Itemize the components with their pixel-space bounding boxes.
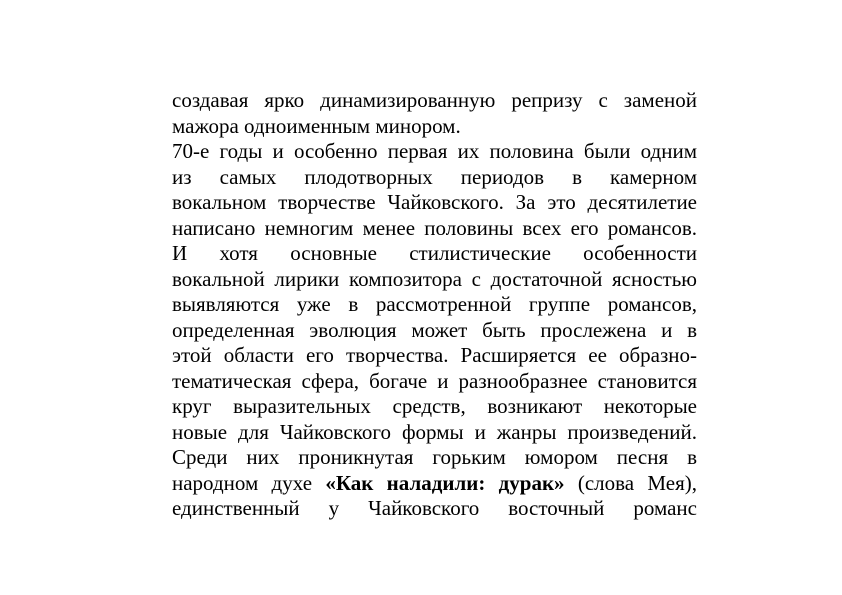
text-line: мажора одноименным минором. bbox=[172, 113, 461, 138]
text-fragment: народном духе bbox=[172, 470, 326, 495]
text-line: написано немногим менее половины всех его романсов. bbox=[172, 215, 697, 240]
text-line: единственный у Чайковского восточный романс bbox=[172, 496, 697, 520]
text-line: тематическая сфера, богаче и разнообразнее становится bbox=[172, 368, 697, 393]
text-fragment: (слова Мея), bbox=[564, 470, 697, 495]
text-line: создавая ярко динамизированную репризу с заменой bbox=[172, 88, 697, 112]
song-title: «Как наладили: дурак» bbox=[325, 470, 565, 495]
body-text bbox=[172, 88, 697, 522]
text-line: из самых плодотворных периодов в камерном bbox=[172, 164, 697, 189]
text-line: определенная эволюция может быть прослежена и в bbox=[172, 317, 697, 342]
text-line: новые для Чайковского формы и жанры произведений. bbox=[172, 419, 697, 444]
text-line: Среди них проникнутая горьким юмором песня в bbox=[172, 445, 697, 469]
text-line: круг выразительных средств, возникают некоторые bbox=[172, 394, 697, 418]
text-line: 70-е годы и особенно первая их половина были одним bbox=[172, 139, 697, 163]
text-line: вокальном творчестве Чайковского. За это десятилетие bbox=[172, 190, 697, 214]
text-line-with-title bbox=[172, 471, 697, 497]
text-line: И хотя основные стилистические особенности bbox=[172, 241, 697, 265]
text-line: вокальной лирики композитора с достаточной ясностью bbox=[172, 266, 697, 291]
text-line: этой области его творчества. Расширяется ее образно- bbox=[172, 343, 697, 367]
text-line: выявляются уже в рассмотренной группе романсов, bbox=[172, 292, 697, 316]
